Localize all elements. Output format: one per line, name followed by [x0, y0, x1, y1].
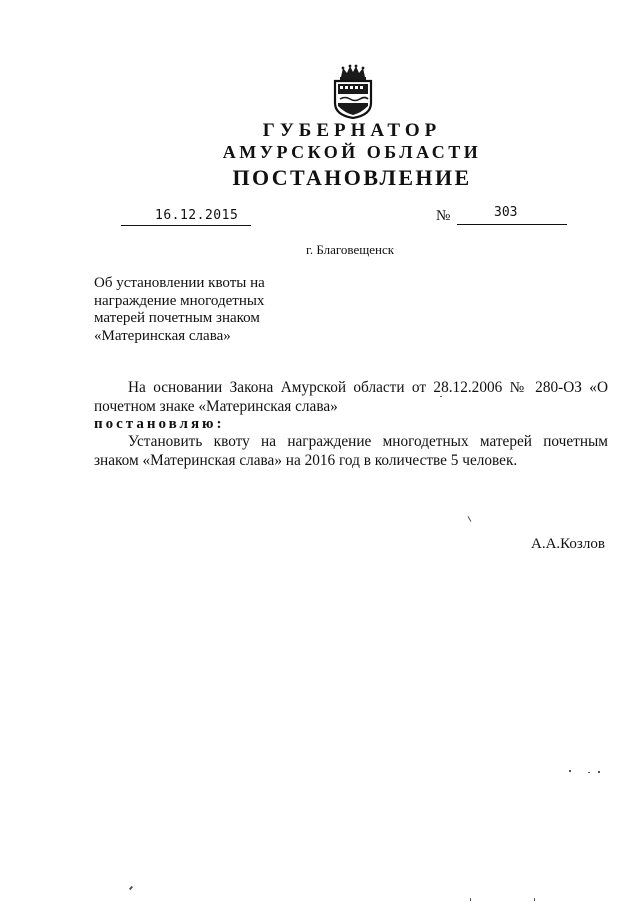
- document-date: 16.12.2015: [155, 208, 239, 223]
- coat-of-arms-icon: [331, 63, 375, 119]
- document-subject: [94, 275, 314, 345]
- decision-line-1: Установить квоту на награждение многодетных матерей почетным: [128, 433, 608, 450]
- scan-speck: [440, 396, 442, 397]
- city-name: г. Благовещенск: [306, 242, 395, 257]
- scan-speck: [468, 516, 472, 522]
- scan-speck: [569, 770, 571, 772]
- governor-title: ГУБЕРНАТОР: [262, 120, 442, 141]
- region-title: АМУРСКОЙ ОБЛАСТИ: [222, 142, 482, 162]
- subject-line: награждение многодетных: [94, 292, 265, 309]
- scan-speck: [129, 886, 133, 890]
- subject-line: Об установлении квоты на: [94, 275, 265, 291]
- number-sign: №: [436, 208, 451, 224]
- decision-paragraph: [94, 432, 608, 470]
- scan-speck: [598, 771, 600, 773]
- resolve-word: постановляю:: [94, 416, 225, 432]
- document-type-title: ПОСТАНОВЛЕНИЕ: [232, 165, 472, 190]
- scan-speck: [470, 898, 471, 901]
- scan-speck: [534, 898, 535, 901]
- subject-line: «Материнская слава»: [94, 327, 231, 344]
- basis-line-2: почетном знаке «Материнская слава»: [94, 398, 338, 415]
- subject-line: матерей почетным знаком: [94, 310, 260, 326]
- basis-paragraph: [94, 378, 608, 416]
- document-number: 303: [494, 205, 518, 220]
- signature-name: А.А.Козлов: [531, 536, 605, 552]
- decision-line-2: знаком «Материнская слава» на 2016 год в количестве 5 человек.: [94, 452, 518, 469]
- basis-line-1: На основании Закона Амурской области от 28.12.2006 № 280-ОЗ «О: [128, 379, 608, 396]
- scan-speck: [588, 772, 590, 773]
